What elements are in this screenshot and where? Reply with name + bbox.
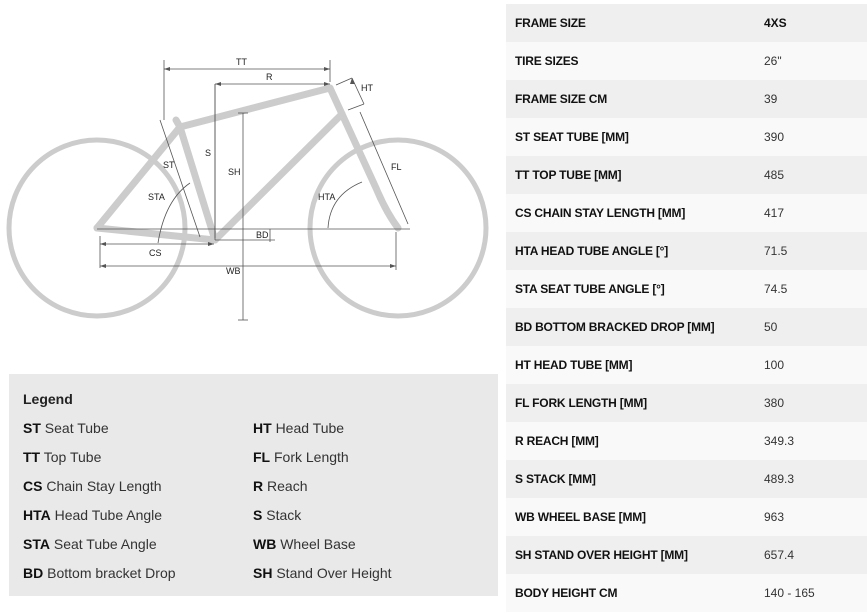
spec-label: BD BOTTOM BRACKED DROP [MM] <box>515 320 715 334</box>
spec-label: HTA HEAD TUBE ANGLE [°] <box>515 244 669 258</box>
legend-abbr: HTA <box>23 507 51 523</box>
spec-label: WB WHEEL BASE [MM] <box>515 510 646 524</box>
legend-item <box>23 565 176 581</box>
legend-text: Head Tube <box>275 420 345 436</box>
spec-label: CS CHAIN STAY LENGTH [MM] <box>515 206 686 220</box>
legend-text: Fork Length <box>274 449 349 465</box>
table-row <box>506 232 867 270</box>
dimension-lines <box>97 60 410 320</box>
bike-frame <box>97 88 398 240</box>
spec-value: 349.3 <box>764 434 795 448</box>
legend-abbr: FL <box>253 449 271 465</box>
legend-abbr: HT <box>253 420 272 436</box>
spec-label: TIRE SIZES <box>515 54 579 68</box>
spec-value: 26" <box>764 54 782 68</box>
spec-label: FRAME SIZE <box>515 16 586 30</box>
legend-panel <box>9 374 498 596</box>
spec-label: FRAME SIZE CM <box>515 92 608 106</box>
legend-item <box>253 565 392 581</box>
legend-text: Stand Over Height <box>276 565 392 581</box>
table-row <box>506 80 867 118</box>
table-row <box>506 4 867 42</box>
bike-geometry-diagram <box>0 0 500 360</box>
spec-value: 417 <box>764 206 785 220</box>
legend-text: Top Tube <box>43 449 102 465</box>
label-fl: FL <box>391 162 402 172</box>
legend-text: Chain Stay Length <box>46 478 162 494</box>
legend-text: Bottom bracket Drop <box>47 565 176 581</box>
legend-item <box>23 478 162 494</box>
legend-abbr: CS <box>23 478 43 494</box>
table-row <box>506 346 867 384</box>
spec-label: SH STAND OVER HEIGHT [MM] <box>515 548 688 562</box>
table-row <box>506 118 867 156</box>
legend-text: Stack <box>266 507 302 523</box>
legend-item <box>253 420 344 436</box>
label-s: S <box>205 148 212 158</box>
legend-item <box>253 478 307 494</box>
spec-label: BODY HEIGHT CM <box>515 586 618 600</box>
label-bd: BD <box>256 230 269 240</box>
spec-label: STA SEAT TUBE ANGLE [°] <box>515 282 665 296</box>
spec-value: 74.5 <box>764 282 788 296</box>
legend-text: Reach <box>267 478 308 494</box>
spec-value: 963 <box>764 510 785 524</box>
spec-value: 50 <box>764 320 778 334</box>
label-sta: STA <box>148 192 165 202</box>
label-cs: CS <box>149 248 162 258</box>
table-row <box>506 498 867 536</box>
legend-abbr: BD <box>23 565 44 581</box>
table-row <box>506 422 867 460</box>
label-ht: HT <box>361 83 373 93</box>
legend-abbr: S <box>253 507 263 523</box>
legend-item <box>23 507 162 523</box>
legend-item <box>23 536 157 552</box>
spec-value: 657.4 <box>764 548 795 562</box>
legend-abbr: ST <box>23 420 41 436</box>
legend-item <box>253 449 349 465</box>
spec-value: 390 <box>764 130 785 144</box>
table-row <box>506 460 867 498</box>
legend-text: Head Tube Angle <box>54 507 163 523</box>
spec-label: TT TOP TUBE [MM] <box>515 168 622 182</box>
legend-title: Legend <box>23 391 73 407</box>
legend-abbr: STA <box>23 536 50 552</box>
spec-value: 489.3 <box>764 472 795 486</box>
label-hta: HTA <box>318 192 336 202</box>
legend-abbr: TT <box>23 449 41 465</box>
label-st: ST <box>163 160 175 170</box>
legend-text: Seat Tube <box>44 420 109 436</box>
legend-item <box>253 536 356 552</box>
spec-label: ST SEAT TUBE [MM] <box>515 130 629 144</box>
table-row <box>506 194 867 232</box>
label-sh: SH <box>228 167 241 177</box>
table-row <box>506 308 867 346</box>
legend-item <box>23 420 109 436</box>
legend-item <box>253 507 301 523</box>
table-row <box>506 384 867 422</box>
table-row <box>506 156 867 194</box>
table-row <box>506 270 867 308</box>
legend-abbr: SH <box>253 565 273 581</box>
legend-text: Wheel Base <box>280 536 356 552</box>
label-wb: WB <box>226 266 241 276</box>
table-row <box>506 42 867 80</box>
table-row <box>506 574 867 612</box>
label-tt: TT <box>236 57 247 67</box>
spec-value: 380 <box>764 396 785 410</box>
spec-value: 71.5 <box>764 244 788 258</box>
legend-item <box>23 449 101 465</box>
legend-abbr: WB <box>253 536 277 552</box>
legend-text: Seat Tube Angle <box>53 536 157 552</box>
legend-abbr: R <box>253 478 264 494</box>
spec-label: FL FORK LENGTH [MM] <box>515 396 647 410</box>
geometry-spec-table <box>506 4 867 612</box>
spec-value: 39 <box>764 92 778 106</box>
spec-value: 485 <box>764 168 785 182</box>
spec-value: 140 - 165 <box>764 586 815 600</box>
spec-value: 100 <box>764 358 785 372</box>
spec-label: S STACK [MM] <box>515 472 596 486</box>
label-r: R <box>266 72 273 82</box>
spec-label: HT HEAD TUBE [MM] <box>515 358 633 372</box>
table-row <box>506 536 867 574</box>
spec-label: R REACH [MM] <box>515 434 599 448</box>
spec-value: 4XS <box>764 16 787 30</box>
